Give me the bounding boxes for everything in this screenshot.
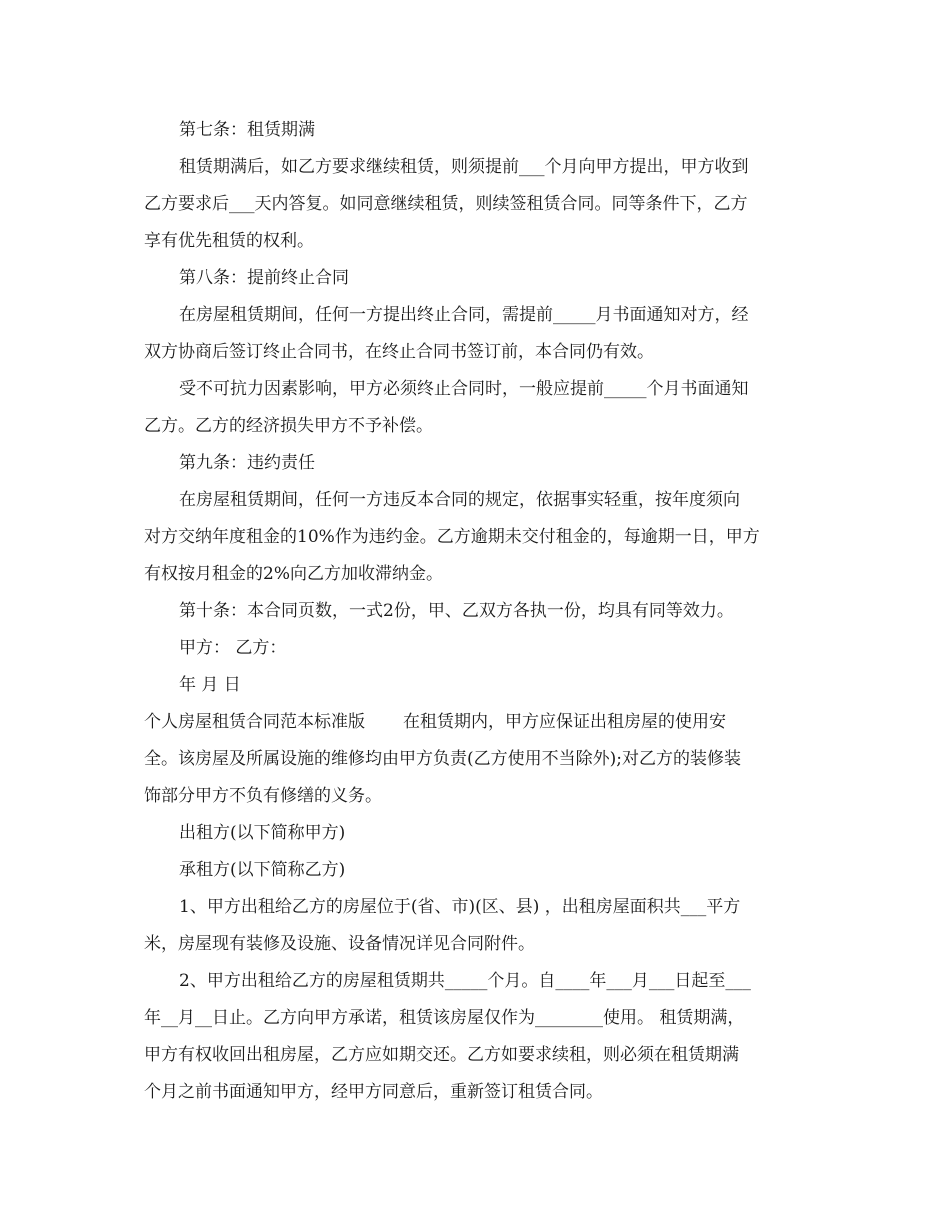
paragraph-line: 年__月__日止。乙方向甲方承诺，租赁该房屋仅作为________使用。 租赁期满， xyxy=(144,1008,745,1028)
paragraph-line: 1、甲方出租给乙方的房屋位于(省、市)(区、县) ，出租房屋面积共___平方 xyxy=(179,897,741,917)
paragraph-line: 有权按月租金的2%向乙方加收滞纳金。 xyxy=(144,564,443,584)
clause-heading-9: 第九条：违约责任 xyxy=(179,453,315,473)
signature-date: 年 月 日 xyxy=(179,675,241,695)
paragraph-line: 在租赁期内，甲方应保证出租房屋的使用安 xyxy=(403,712,726,732)
document-page xyxy=(144,112,809,1111)
paragraph-line: 在房屋租赁期间，任何一方提出终止合同，需提前_____月书面通知对方，经 xyxy=(179,305,749,325)
paragraph-line: 全。该房屋及所属设施的维修均由甲方负责(乙方使用不当除外);对乙方的装修装 xyxy=(144,749,741,769)
paragraph-line: 甲方有权收回出租房屋，乙方应如期交还。乙方如要求续租，则必须在租赁期满 xyxy=(144,1045,739,1065)
paragraph-line: 乙方要求后___天内答复。如同意继续租赁，则续签租赁合同。同等条件下，乙方 xyxy=(144,194,748,214)
lessor-label: 出租方(以下简称甲方) xyxy=(179,823,346,843)
paragraph-line: 在房屋租赁期间，任何一方违反本合同的规定，依据事实轻重，按年度须向 xyxy=(179,490,740,510)
paragraph-line: 对方交纳年度租金的10%作为违约金。乙方逾期未交付租金的，每逾期一日，甲方 xyxy=(144,527,760,547)
signature-parties: 甲方： 乙方： xyxy=(179,638,287,658)
contract-title: 个人房屋租赁合同范本标准版 xyxy=(144,712,365,732)
paragraph-line: 饰部分甲方不负有修缮的义务。 xyxy=(144,786,382,806)
contract-title-line xyxy=(144,704,809,741)
clause-heading-10: 第十条：本合同页数，一式2份，甲、乙双方各执一份，均具有同等效力。 xyxy=(179,601,734,621)
paragraph-line: 双方协商后签订终止合同书，在终止合同书签订前，本合同仍有效。 xyxy=(144,342,654,362)
paragraph-line: 享有优先租赁的权利。 xyxy=(144,231,314,251)
clause-heading-8: 第八条：提前终止合同 xyxy=(179,268,349,288)
paragraph-line: 租赁期满后，如乙方要求继续租赁，则须提前___个月向甲方提出，甲方收到 xyxy=(179,157,749,177)
lessee-label: 承租方(以下简称乙方) xyxy=(179,860,346,880)
paragraph-line: 个月之前书面通知甲方，经甲方同意后，重新签订租赁合同。 xyxy=(144,1082,603,1102)
paragraph-line: 米，房屋现有装修及设施、设备情况详见合同附件。 xyxy=(144,934,535,954)
paragraph-line: 2、甲方出租给乙方的房屋租赁期共_____个月。自____年___月___日起至___ xyxy=(179,971,751,991)
paragraph-line: 受不可抗力因素影响，甲方必须终止合同时，一般应提前_____个月书面通知 xyxy=(179,379,749,399)
clause-heading-7: 第七条：租赁期满 xyxy=(179,120,315,140)
paragraph-line: 乙方。乙方的经济损失甲方不予补偿。 xyxy=(144,416,433,436)
